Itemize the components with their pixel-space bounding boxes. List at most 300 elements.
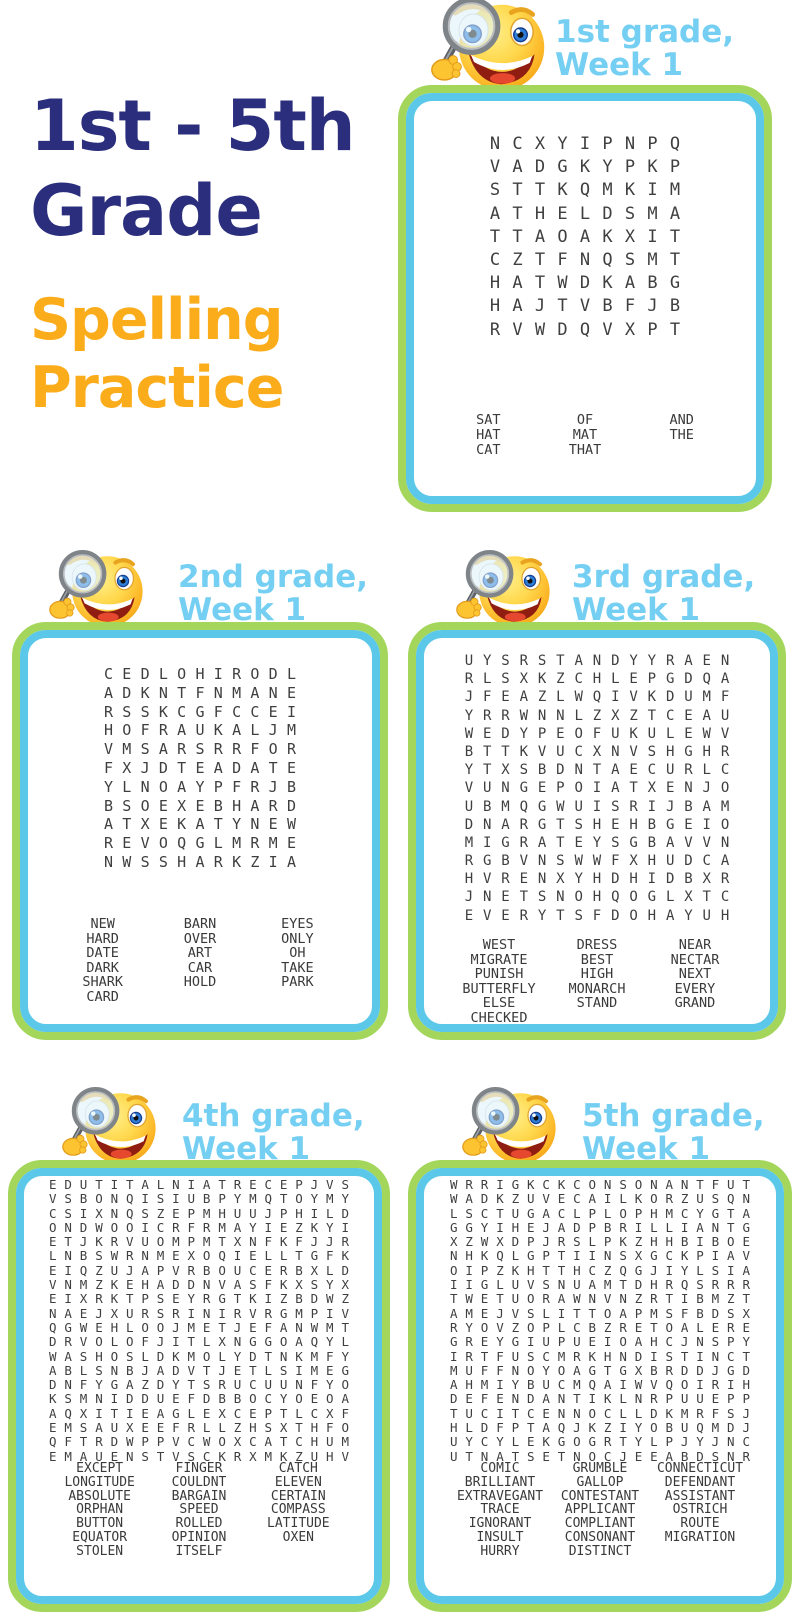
grid-letter: R	[684, 762, 693, 779]
grid-letter: K	[232, 852, 242, 871]
grid-letter: E	[49, 1177, 57, 1192]
letter-grid	[424, 652, 770, 925]
grid-letter: L	[141, 1348, 149, 1364]
grid-letter: R	[727, 1277, 735, 1293]
word-item: STAND	[576, 995, 618, 1012]
grid-letter: M	[249, 1191, 257, 1207]
grid-letter: L	[125, 1319, 134, 1335]
word-item: CONNECTICUT	[656, 1461, 744, 1476]
grid-letter: V	[511, 1305, 520, 1321]
puzzle-heading	[555, 16, 734, 82]
grid-letter: I	[141, 1191, 149, 1207]
grid-letter: Z	[95, 1277, 103, 1293]
grid-row	[45, 1221, 353, 1235]
grid-row	[460, 670, 734, 688]
grid-letter: I	[125, 1405, 134, 1421]
word-item: DRESS	[576, 937, 618, 953]
grid-letter: P	[556, 780, 565, 797]
grid-letter: G	[537, 816, 547, 833]
grid-row	[45, 1307, 353, 1321]
grid-letter: E	[122, 665, 132, 683]
word-item: COMPASS	[270, 1502, 326, 1518]
grid-letter: C	[727, 1348, 735, 1364]
grid-letter: U	[464, 798, 474, 815]
grid-letter: U	[680, 1420, 689, 1436]
grid-letter: Y	[195, 777, 205, 796]
word-item: ASSISTANT	[664, 1488, 736, 1504]
grid-letter: D	[310, 1291, 319, 1307]
grid-letter: E	[574, 834, 583, 851]
grid-letter: C	[49, 1205, 57, 1221]
grid-letter: A	[702, 798, 711, 815]
grid-letter: D	[202, 1391, 211, 1407]
grid-letter: G	[341, 1362, 349, 1378]
grid-letter: O	[650, 1191, 658, 1207]
grid-letter: K	[542, 1434, 550, 1450]
puzzle-heading-line1: 1st grade,	[555, 14, 735, 50]
grid-letter: N	[295, 1377, 303, 1393]
grid-letter: H	[629, 816, 638, 833]
grid-letter: S	[156, 1191, 165, 1207]
grid-letter: P	[542, 1248, 550, 1264]
grid-letter: V	[172, 1448, 180, 1464]
grid-letter: H	[702, 743, 711, 760]
grid-letter: G	[665, 671, 675, 688]
grid-letter: S	[542, 1277, 550, 1293]
grid-letter: R	[482, 707, 492, 724]
grid-letter: M	[501, 798, 510, 815]
grid-letter: S	[711, 1191, 720, 1207]
grid-letter: T	[341, 1319, 349, 1335]
grid-letter: S	[125, 1348, 134, 1364]
grid-letter: E	[501, 889, 510, 906]
grid-letter: E	[49, 1420, 57, 1436]
word-item: INSULT	[476, 1529, 524, 1545]
grid-letter: U	[611, 725, 620, 742]
grid-letter: Z	[295, 1219, 303, 1235]
grid-row	[460, 816, 734, 834]
grid-letter: L	[702, 762, 711, 779]
grid-letter: R	[141, 1305, 149, 1321]
grid-letter: S	[140, 740, 150, 759]
grid-letter: Q	[665, 1377, 674, 1393]
grid-letter: W	[702, 725, 711, 742]
grid-letter: E	[279, 1219, 288, 1235]
grid-letter: P	[295, 1177, 303, 1192]
word-item: OH	[289, 945, 306, 962]
grid-letter: Y	[326, 1334, 334, 1350]
word-item: OF	[576, 412, 594, 428]
grid-letter: A	[611, 762, 620, 779]
grid-letter: D	[464, 816, 474, 833]
grid-letter: X	[592, 743, 602, 760]
grid-letter: G	[537, 798, 547, 815]
grid-letter: T	[512, 203, 523, 224]
grid-letter: N	[711, 1219, 720, 1235]
grid-letter: E	[286, 758, 296, 777]
grid-letter: T	[534, 180, 546, 201]
word-item: FINGER	[175, 1461, 223, 1476]
grid-letter: T	[557, 1448, 566, 1464]
grid-letter: R	[464, 671, 474, 688]
grid-letter: F	[592, 725, 602, 742]
grid-letter: T	[669, 226, 681, 247]
grid-letter: K	[588, 1348, 597, 1364]
grid-letter: T	[702, 889, 711, 906]
grid-letter: O	[341, 1420, 349, 1436]
grid-letter: L	[588, 1234, 597, 1250]
grid-letter: I	[110, 1177, 119, 1192]
grid-letter: I	[592, 798, 602, 815]
grid-letter: H	[650, 1234, 658, 1250]
grid-letter: D	[122, 683, 132, 702]
grid-letter: W	[480, 1234, 489, 1250]
word-item: ORPHAN	[76, 1502, 124, 1518]
grid-letter: E	[172, 1291, 180, 1307]
grid-letter: A	[103, 683, 114, 702]
grid-letter: L	[611, 671, 620, 688]
grid-letter: S	[501, 671, 510, 688]
grid-letter: T	[295, 1248, 303, 1264]
grid-letter: N	[158, 683, 168, 702]
grid-letter: P	[647, 671, 657, 688]
grid-row	[45, 1364, 353, 1378]
grid-letter: C	[680, 1205, 689, 1221]
grid-letter: D	[696, 1362, 704, 1378]
grid-row	[446, 1292, 754, 1306]
grid-letter: C	[310, 1405, 319, 1421]
grid-letter: T	[650, 1319, 658, 1335]
grid-letter: L	[202, 1420, 211, 1436]
grid-letter: L	[542, 1305, 550, 1321]
grid-letter: G	[310, 1248, 319, 1264]
grid-letter: R	[519, 907, 529, 924]
grid-letter: N	[511, 1362, 520, 1378]
grid-letter: Q	[619, 1262, 627, 1278]
grid-letter: D	[611, 653, 620, 669]
grid-letter: D	[727, 1420, 735, 1436]
grid-letter: P	[310, 1305, 319, 1321]
grid-letter: I	[64, 1291, 72, 1307]
puzzle-heading-line2: Week 1	[178, 592, 307, 628]
grid-letter: E	[286, 683, 296, 702]
grid-letter: D	[341, 1205, 349, 1221]
word-item: LONGITUDE	[64, 1474, 135, 1490]
grid-letter: Y	[647, 653, 657, 669]
grid-letter: B	[526, 1377, 535, 1393]
magnifier-emoji-icon	[458, 1086, 562, 1166]
grid-letter: U	[647, 725, 657, 742]
grid-letter: I	[603, 1191, 612, 1207]
word-item: BARN	[183, 916, 217, 932]
grid-letter: A	[156, 1405, 165, 1421]
grid-row	[45, 1264, 353, 1278]
grid-letter: I	[647, 798, 657, 815]
grid-letter: S	[727, 1305, 735, 1321]
grid-letter: S	[665, 1305, 674, 1321]
grid-letter: E	[172, 1205, 180, 1221]
grid-letter: I	[268, 852, 278, 871]
grid-letter: V	[542, 1191, 550, 1207]
grid-letter: U	[187, 1191, 196, 1207]
grid-letter: C	[603, 1448, 612, 1464]
grid-letter: X	[496, 1234, 504, 1250]
grid-letter: S	[711, 1448, 720, 1464]
grid-letter: G	[588, 1434, 597, 1450]
grid-letter: Y	[696, 1205, 704, 1221]
grid-letter: M	[264, 1448, 273, 1464]
word-item: MIGRATION	[664, 1529, 736, 1545]
grid-letter: S	[122, 796, 132, 815]
grid-letter: N	[680, 1177, 689, 1192]
grid-letter: S	[647, 743, 657, 760]
grid-letter: O	[665, 1319, 674, 1335]
grid-letter: X	[634, 1362, 643, 1378]
word-column	[537, 413, 634, 457]
grid-letter: R	[501, 707, 510, 724]
grid-letter: V	[482, 871, 492, 888]
grid-letter: X	[624, 319, 636, 340]
grid-letter: Q	[310, 1334, 319, 1350]
grid-letter: D	[268, 665, 278, 683]
grid-letter: O	[95, 1334, 103, 1350]
grid-letter: C	[574, 743, 583, 760]
letter-grid	[24, 1178, 374, 1464]
grid-letter: F	[187, 1219, 196, 1235]
grid-letter: P	[602, 134, 613, 154]
grid-letter: R	[450, 1319, 458, 1335]
grid-letter: A	[177, 777, 187, 796]
grid-letter: I	[603, 1334, 612, 1350]
grid-row	[99, 853, 300, 872]
grid-letter: A	[619, 1305, 627, 1321]
grid-letter: M	[573, 1377, 581, 1393]
grid-letter: S	[574, 907, 583, 924]
grid-letter: E	[542, 1448, 550, 1464]
grid-letter: N	[64, 1248, 72, 1264]
grid-letter: T	[218, 1234, 226, 1250]
grid-letter: Q	[557, 1420, 566, 1436]
grid-letter: S	[122, 702, 132, 721]
grid-letter: M	[310, 1348, 319, 1364]
grid-row	[460, 852, 734, 870]
grid-letter: U	[141, 1234, 149, 1250]
grid-letter: Y	[465, 1434, 473, 1450]
grid-letter: A	[79, 1448, 88, 1464]
grid-letter: X	[233, 1434, 242, 1450]
grid-letter: J	[711, 1362, 720, 1378]
grid-letter: E	[286, 834, 296, 853]
grid-letter: N	[720, 653, 730, 669]
grid-letter: L	[213, 834, 223, 853]
grid-letter: M	[602, 180, 613, 201]
grid-letter: C	[480, 1205, 489, 1221]
grid-letter: T	[450, 1291, 458, 1307]
word-item: APPLICANT	[564, 1502, 636, 1518]
grid-letter: S	[537, 653, 547, 669]
grid-letter: S	[64, 1191, 72, 1207]
grid-letter: Y	[742, 1334, 750, 1350]
puzzle-heading-line1: 4th grade,	[182, 1098, 365, 1134]
grid-row	[99, 778, 300, 797]
grid-letter: H	[295, 1205, 303, 1221]
grid-letter: N	[64, 1219, 72, 1235]
grid-letter: O	[480, 1319, 489, 1335]
grid-letter: X	[450, 1234, 458, 1250]
grid-letter: G	[634, 1262, 643, 1278]
grid-letter: A	[557, 1291, 566, 1307]
page-title	[30, 84, 355, 422]
grid-row	[45, 1378, 353, 1392]
grid-letter: S	[619, 1177, 627, 1192]
grid-letter: Y	[172, 1377, 180, 1393]
grid-letter: I	[95, 1405, 103, 1421]
grid-letter: Z	[634, 1291, 643, 1307]
grid-letter: T	[268, 758, 278, 777]
grid-letter: X	[684, 889, 693, 906]
grid-letter: S	[195, 740, 205, 759]
grid-letter: I	[680, 1291, 689, 1307]
grid-letter: R	[264, 1305, 273, 1321]
grid-letter: X	[634, 1248, 643, 1264]
grid-letter: E	[172, 1248, 180, 1264]
grid-letter: K	[49, 1391, 57, 1407]
grid-letter: O	[295, 1391, 303, 1407]
puzzle-heading-line2: Week 1	[582, 1131, 711, 1167]
grid-letter: I	[647, 180, 658, 201]
grid-letter: N	[64, 1277, 72, 1293]
grid-letter: U	[264, 1377, 273, 1393]
grid-letter: R	[110, 1234, 119, 1250]
grid-letter: E	[702, 653, 711, 669]
grid-letter: A	[512, 157, 523, 178]
grid-letter: E	[588, 1334, 597, 1350]
grid-letter: T	[156, 1448, 165, 1464]
word-item: CONSONANT	[564, 1529, 636, 1545]
grid-letter: Y	[684, 907, 693, 924]
grid-letter: O	[634, 1177, 643, 1192]
grid-letter: V	[702, 834, 711, 851]
grid-letter: D	[110, 1434, 119, 1450]
grid-letter: U	[450, 1434, 458, 1450]
grid-letter: Y	[341, 1191, 349, 1207]
grid-letter: R	[464, 853, 474, 870]
grid-letter: M	[156, 1248, 165, 1264]
grid-letter: H	[647, 907, 657, 924]
puzzle-heading	[178, 561, 368, 627]
grid-letter: J	[542, 1219, 550, 1235]
grid-row	[446, 1307, 754, 1321]
grid-letter: F	[264, 1277, 273, 1293]
grid-letter: N	[233, 1334, 242, 1350]
grid-letter: K	[496, 1191, 504, 1207]
grid-letter: A	[279, 1319, 288, 1335]
grid-letter: K	[665, 1405, 674, 1421]
grid-letter: S	[64, 1205, 72, 1221]
grid-letter: C	[702, 853, 711, 870]
grid-letter: S	[264, 1420, 273, 1436]
grid-letter: E	[49, 1291, 57, 1307]
grid-letter: E	[611, 816, 620, 833]
grid-letter: X	[233, 1234, 242, 1250]
grid-letter: A	[611, 780, 620, 797]
grid-letter: N	[480, 1448, 489, 1464]
grid-letter: V	[172, 1434, 180, 1450]
grid-letter: K	[602, 226, 613, 247]
grid-letter: G	[557, 157, 568, 178]
grid-letter: K	[603, 1391, 612, 1407]
grid-letter: K	[480, 1248, 489, 1264]
grid-letter: L	[218, 1420, 226, 1436]
grid-letter: O	[125, 1219, 134, 1235]
grid-letter: L	[511, 1434, 520, 1450]
grid-letter: O	[629, 889, 638, 906]
grid-letter: T	[125, 1177, 134, 1192]
grid-letter: Y	[233, 1191, 242, 1207]
grid-letter: Y	[464, 762, 474, 779]
grid-row	[99, 815, 300, 834]
grid-letter: E	[496, 1391, 504, 1407]
grid-letter: O	[156, 1234, 165, 1250]
grid-letter: N	[250, 815, 260, 834]
grid-letter: K	[110, 1291, 119, 1307]
grid-letter: R	[480, 1177, 489, 1192]
puzzle-heading-line2: Week 1	[572, 592, 701, 628]
grid-letter: M	[187, 1319, 196, 1335]
grid-letter: E	[464, 907, 474, 924]
grid-letter: B	[711, 1234, 720, 1250]
grid-letter: T	[110, 1405, 119, 1421]
grid-letter: Q	[496, 1248, 504, 1264]
word-item: THAT	[568, 441, 602, 458]
grid-letter: H	[665, 1234, 674, 1250]
grid-row	[446, 1321, 754, 1335]
grid-letter: K	[279, 1234, 288, 1250]
grid-letter: E	[249, 1248, 257, 1264]
grid-letter: J	[218, 1362, 226, 1378]
grid-letter: F	[624, 296, 636, 317]
grid-letter: N	[501, 780, 510, 797]
grid-letter: G	[480, 1277, 489, 1293]
grid-letter: R	[742, 1277, 750, 1293]
grid-letter: L	[579, 203, 591, 224]
grid-letter: X	[611, 707, 620, 724]
word-item: MIGRATE	[470, 951, 528, 968]
grid-letter: O	[573, 1434, 581, 1450]
grid-letter: L	[634, 1405, 643, 1421]
grid-letter: H	[177, 852, 187, 871]
grid-letter: L	[573, 1205, 581, 1221]
grid-letter: Z	[141, 1377, 149, 1393]
grid-letter: B	[79, 1191, 88, 1207]
grid-letter: N	[49, 1305, 57, 1321]
grid-letter: D	[232, 758, 242, 777]
grid-letter: Y	[537, 907, 547, 924]
grid-letter: T	[187, 1377, 196, 1393]
grid-letter: E	[310, 1391, 319, 1407]
word-item: STOLEN	[76, 1543, 124, 1559]
grid-letter: D	[501, 725, 510, 742]
word-item: ITSELF	[175, 1543, 223, 1559]
grid-letter: I	[264, 1219, 273, 1235]
grid-letter: G	[450, 1334, 458, 1350]
grid-letter: R	[557, 1234, 566, 1250]
grid-row	[460, 761, 734, 779]
grid-row	[45, 1421, 353, 1435]
puzzle-frame-inner	[16, 1168, 382, 1604]
grid-letter: T	[213, 815, 223, 834]
grid-letter: P	[537, 725, 547, 742]
